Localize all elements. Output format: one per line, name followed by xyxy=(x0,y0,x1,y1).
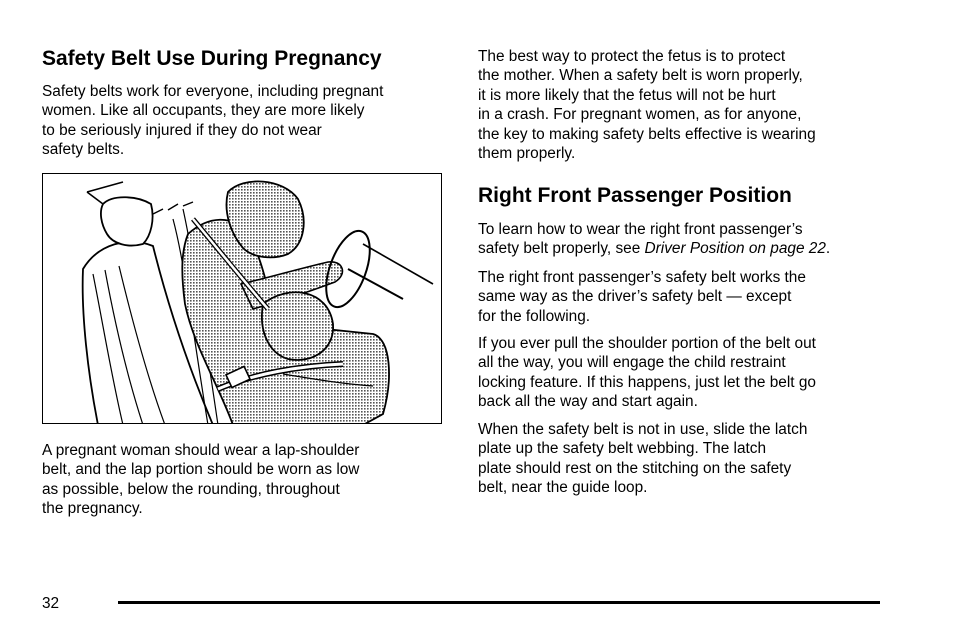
heading-pregnancy: Safety Belt Use During Pregnancy xyxy=(42,47,382,70)
fetus-protection-text: The best way to protect the fetus is to protect the mother. When a safety belt is worn properly, it is more likely that the fetus will not be hurt in a crash. For pregnant women, as for anyone, the key to making safety belts effective is wearing them properly. xyxy=(478,48,816,163)
driver-position-reference-link[interactable]: Driver Position on page 22 xyxy=(644,240,826,258)
illustration-svg xyxy=(43,174,442,424)
figure-caption: A pregnant woman should wear a lap-shoulder belt, and the lap portion should be worn as low as possible, below the rounding, throughout the pregnancy. xyxy=(42,442,360,518)
heading-right-front-passenger: Right Front Passenger Position xyxy=(478,184,792,207)
pregnancy-intro: Safety belts work for everyone, including pregnant women. Like all occupants, they are more likely to be seriously injured if they do not wear safety belts. xyxy=(42,83,384,159)
reference-lead-text: To learn how to wear the right front passenger’s safety belt properly, see xyxy=(478,221,803,258)
latch-plate-storage-text: When the safety belt is not in use, slide the latch plate up the safety belt webbing. The latch plate should rest on the stitching on the safety belt, near the guide loop. xyxy=(478,421,808,497)
passenger-belt-reference xyxy=(478,220,830,259)
footer-rule xyxy=(118,601,880,604)
passenger-belt-same-as-driver: The right front passenger’s safety belt works the same way as the driver’s safety belt — except for the following. xyxy=(478,269,806,325)
reference-trailing-text: . xyxy=(825,240,831,258)
pregnancy-belt-illustration xyxy=(42,173,442,424)
page-number: 32 xyxy=(42,595,60,612)
child-restraint-locking-text: If you ever pull the shoulder portion of the belt out all the way, you will engage the child restraint locking feature. If this happens, just let the belt go back all the way and start again. xyxy=(478,335,816,411)
